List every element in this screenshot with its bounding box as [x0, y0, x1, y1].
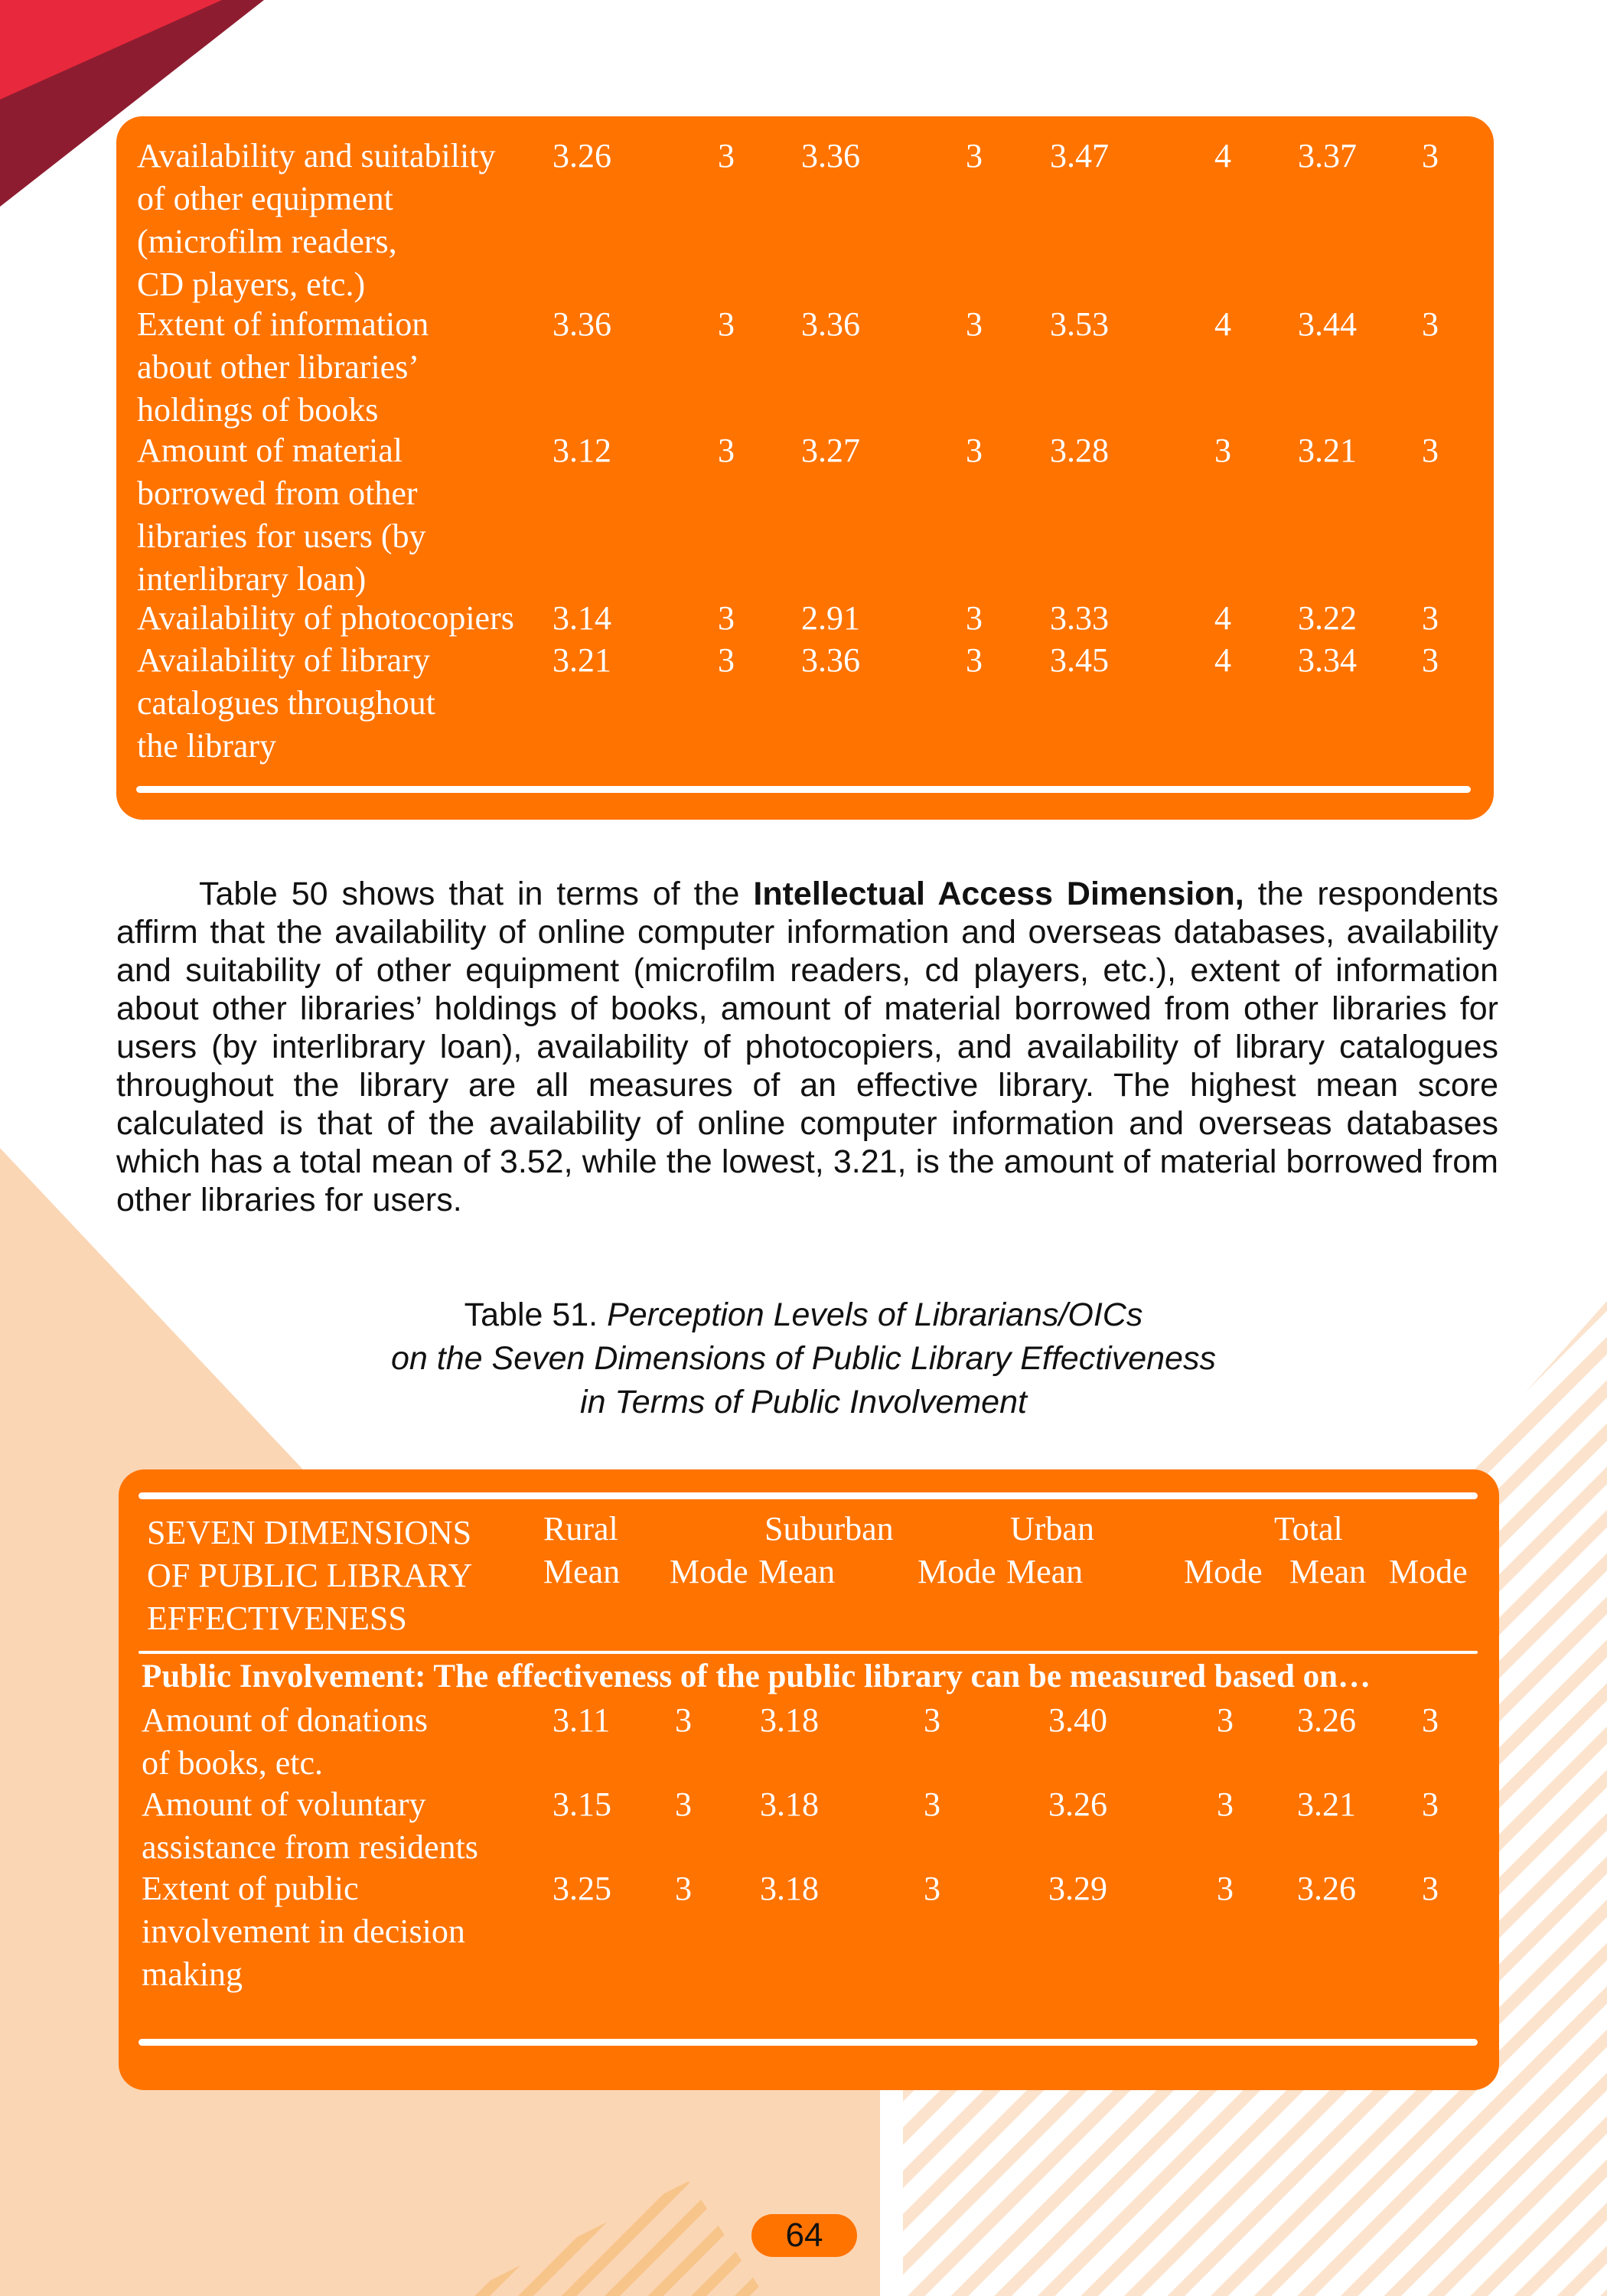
mode-value: 3: [924, 1701, 940, 1739]
mean-value: 3.45: [1050, 641, 1109, 679]
caption-label: Table 51.: [464, 1296, 608, 1333]
mean-value: 3.25: [553, 1870, 611, 1907]
header-mean-total: Mean: [1289, 1553, 1367, 1590]
mean-value: 3.40: [1048, 1701, 1107, 1739]
mean-value: 3.21: [1298, 432, 1357, 469]
page-number: 64: [751, 2214, 857, 2257]
mean-value: 3.15: [553, 1786, 611, 1823]
header-group-rural: Rural: [543, 1510, 618, 1548]
header-group-total: Total: [1274, 1510, 1343, 1548]
mode-value: 3: [1217, 1786, 1234, 1823]
mean-value: 3.47: [1050, 137, 1109, 174]
row-label: Extent of information about other libraries’ holdings of books: [137, 305, 429, 429]
mean-value: 3.37: [1298, 137, 1357, 174]
mode-value: 3: [1214, 432, 1231, 469]
row-label: Amount of voluntary assistance from residents: [142, 1786, 478, 1866]
mode-value: 3: [966, 305, 983, 343]
mode-value: 3: [718, 432, 735, 469]
body-paragraph: [116, 875, 1498, 1219]
mean-value: 3.53: [1050, 305, 1109, 343]
header-mean-suburban: Mean: [758, 1553, 836, 1590]
mean-value: 3.26: [553, 137, 611, 174]
header-mode-total: Mode: [1389, 1553, 1468, 1590]
row-label: Availability of photocopiers: [137, 599, 514, 637]
mode-value: 3: [966, 432, 983, 469]
table-51-caption: [230, 1293, 1377, 1424]
paragraph-intro: Table 50 shows that in terms of the: [199, 876, 754, 912]
mean-value: 3.28: [1050, 432, 1109, 469]
mode-value: 3: [718, 641, 735, 679]
table-50: [116, 116, 1494, 820]
mode-value: 3: [1422, 641, 1439, 679]
mode-value: 3: [1422, 432, 1439, 469]
mode-value: 3: [1217, 1701, 1234, 1739]
mean-value: 3.14: [553, 599, 611, 637]
caption-line-3: in Terms of Public Involvement: [580, 1384, 1027, 1420]
mode-value: 3: [966, 137, 983, 174]
mode-value: 3: [675, 1701, 692, 1739]
header-group-suburban: Suburban: [764, 1510, 894, 1548]
mean-value: 3.22: [1298, 599, 1357, 637]
mode-value: 3: [1422, 1870, 1439, 1907]
mean-value: 3.26: [1297, 1870, 1356, 1907]
mean-value: 3.27: [801, 432, 860, 469]
mode-value: 3: [924, 1870, 940, 1907]
mean-value: 3.33: [1050, 599, 1109, 637]
mode-value: 3: [1422, 137, 1439, 174]
mean-value: 3.12: [553, 432, 611, 469]
mean-value: 3.11: [553, 1701, 611, 1739]
mean-value: 3.18: [760, 1786, 819, 1823]
table-50-bottom-rule: [136, 786, 1471, 793]
paragraph-body: the respondents affirm that the availability of online computer information and overseas databases, availability and suitability of other equipment (microfilm readers, cd players, etc.), extent of information about other libraries’ holdings of books, amount of material borrowed from other libraries for users (by interlibrary loan), availability of photocopiers, and availability of library catalogues throughout the library are all measures of an effective library. The highest mean score calculated is that of the availability of online computer information and overseas databases which has a total mean of 3.52, while the lowest, 3.21, is the amount of material borrowed from other libraries for users.: [116, 876, 1498, 1218]
mode-value: 3: [1217, 1870, 1234, 1907]
section-heading: Public Involvement: The effectiveness of the public library can be measured based on…: [142, 1658, 1371, 1694]
mode-value: 4: [1214, 641, 1231, 679]
header-mean-rural: Mean: [543, 1553, 621, 1590]
mode-value: 3: [1422, 599, 1439, 637]
table-51-header-rule: [139, 1651, 1478, 1654]
mode-value: 3: [966, 599, 983, 637]
paragraph-bold-term: Intellectual Access Dimension,: [753, 876, 1244, 912]
mode-value: 3: [675, 1786, 692, 1823]
caption-line-1: [230, 1293, 1377, 1337]
table-51-top-rule: [139, 1492, 1478, 1499]
header-group-urban: Urban: [1010, 1510, 1094, 1548]
row-label: Amount of material borrowed from other libraries for users (by interlibrary loan): [137, 432, 426, 598]
mean-value: 3.36: [553, 305, 611, 343]
caption-title-1: Perception Levels of Librarians/OICs: [607, 1296, 1143, 1333]
row-label: Availability and suitability of other equipment (microfilm readers, CD players, etc.): [137, 137, 496, 303]
row-label: Extent of public involvement in decision making: [142, 1870, 465, 1993]
header-mean-urban: Mean: [1006, 1553, 1084, 1590]
mean-value: 3.36: [801, 305, 860, 343]
mode-value: 3: [1422, 305, 1439, 343]
mean-value: 3.26: [1048, 1786, 1107, 1823]
mode-value: 4: [1214, 137, 1231, 174]
table-51-bottom-rule: [139, 2039, 1478, 2046]
mean-value: 3.18: [760, 1870, 819, 1907]
row-label: Availability of library catalogues throughout the library: [137, 641, 435, 765]
mean-value: 2.91: [801, 599, 860, 637]
mean-value: 3.29: [1048, 1870, 1107, 1907]
mode-value: 4: [1214, 305, 1231, 343]
mode-value: 3: [1422, 1786, 1439, 1823]
mode-value: 3: [718, 305, 735, 343]
mean-value: 3.26: [1297, 1701, 1356, 1739]
header-mode-suburban: Mode: [918, 1553, 996, 1590]
mean-value: 3.18: [760, 1701, 819, 1739]
mean-value: 3.34: [1298, 641, 1357, 679]
mean-value: 3.21: [1297, 1786, 1356, 1823]
mode-value: 3: [675, 1870, 692, 1907]
mean-value: 3.44: [1298, 305, 1357, 343]
mean-value: 3.36: [801, 137, 860, 174]
mode-value: 3: [924, 1786, 940, 1823]
table-51: [119, 1469, 1499, 2090]
mode-value: 3: [1422, 1701, 1439, 1739]
header-mode-rural: Mode: [670, 1553, 748, 1590]
mean-value: 3.21: [553, 641, 611, 679]
header-mode-urban: Mode: [1184, 1553, 1263, 1590]
row-label: Amount of donations of books, etc.: [142, 1701, 428, 1782]
caption-line-2: on the Seven Dimensions of Public Library Effectiveness: [391, 1340, 1216, 1377]
mode-value: 4: [1214, 599, 1231, 637]
mode-value: 3: [966, 641, 983, 679]
mode-value: 3: [718, 137, 735, 174]
mode-value: 3: [718, 599, 735, 637]
mean-value: 3.36: [801, 641, 860, 679]
header-dimensions: SEVEN DIMENSIONS OF PUBLIC LIBRARY EFFECTIVENESS: [147, 1514, 473, 1637]
